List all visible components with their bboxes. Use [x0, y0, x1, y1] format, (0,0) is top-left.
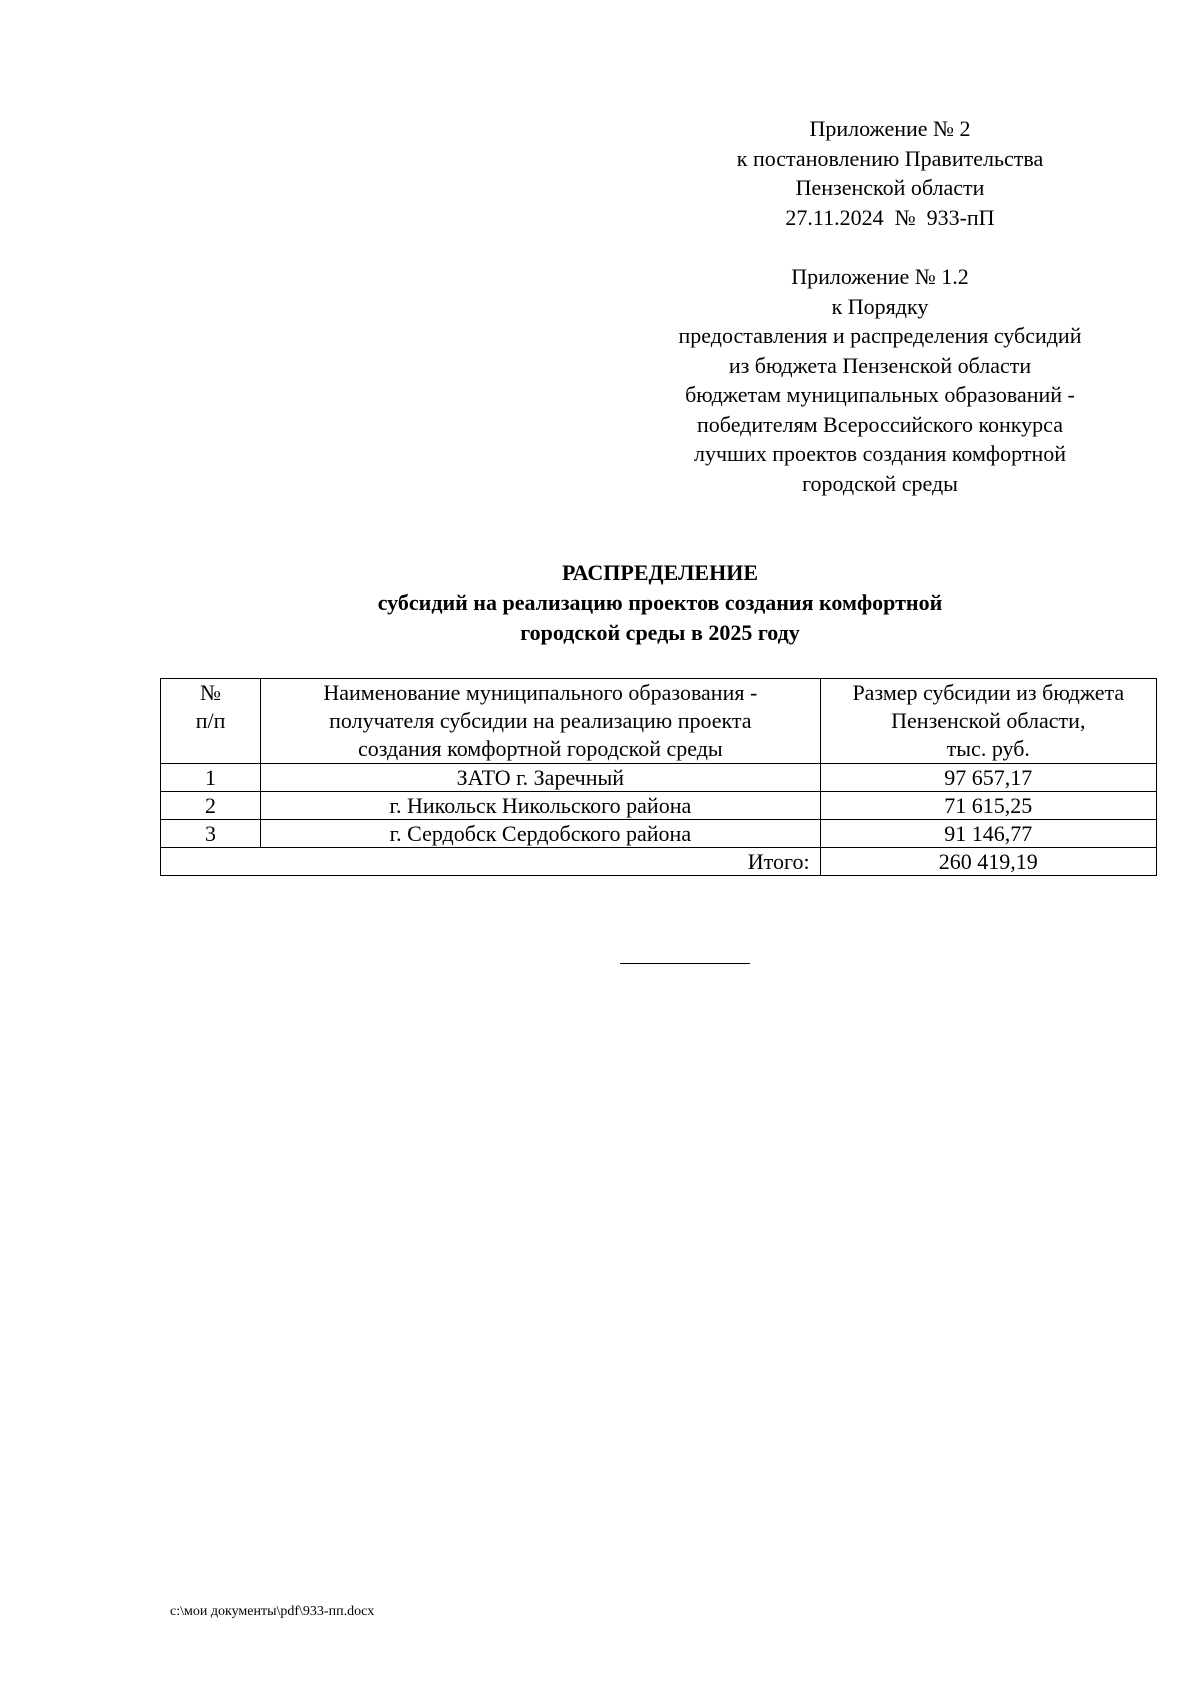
header-num-line: п/п: [195, 708, 226, 733]
header-name: [261, 679, 821, 764]
row-sum: 71 615,25: [820, 792, 1156, 820]
subsidy-distribution-table: [160, 678, 1157, 876]
appendix-order-header: [640, 262, 1120, 498]
header-sum: [820, 679, 1156, 764]
header-name-line: получателя субсидии на реализацию проекта: [329, 708, 752, 733]
row-sum: 91 146,77: [820, 820, 1156, 848]
title-line: городской среды в 2025 году: [520, 620, 800, 645]
table-row: [161, 820, 1157, 848]
row-name: г. Сердобск Сердобского района: [261, 820, 821, 848]
table-total-row: [161, 848, 1157, 876]
document-title: [160, 558, 1160, 648]
appendix-main-line: к постановлению Правительства: [736, 145, 1044, 171]
title-line: субсидий на реализацию проектов создания комфортной: [377, 590, 943, 615]
row-num: 2: [161, 792, 261, 820]
row-num: 3: [161, 820, 261, 848]
header-sum-line: Размер субсидии из бюджета: [852, 680, 1125, 705]
header-sum-line: тыс. руб.: [946, 736, 1030, 761]
appendix-main-header: [660, 114, 1120, 232]
appendix-main-line: Пензенской области: [795, 175, 985, 200]
appendix-order-line: предоставления и распределения субсидий: [678, 323, 1082, 348]
end-divider: [620, 963, 750, 964]
appendix-order-line: из бюджета Пензенской области: [728, 352, 1032, 378]
appendix-order-line: победителям Всероссийского конкурса: [697, 411, 1063, 437]
appendix-order-line: лучших проектов создания комфортной: [693, 441, 1067, 466]
row-name: ЗАТО г. Заречный: [261, 764, 821, 792]
row-name: г. Никольск Никольского района: [261, 792, 821, 820]
appendix-main-date-number: 27.11.2024 № 933-пП: [785, 204, 995, 230]
appendix-order-line: городской среды: [802, 470, 958, 496]
table-row: [161, 764, 1157, 792]
header-sum-line: Пензенской области,: [891, 708, 1086, 733]
table-header-row: [161, 679, 1157, 764]
row-num: 1: [161, 764, 261, 792]
header-name-line: Наименование муниципального образования -: [323, 680, 758, 705]
header-name-line: создания комфортной городской среды: [357, 736, 723, 761]
appendix-order-line: к Порядку: [831, 293, 929, 319]
total-label: Итого:: [161, 848, 821, 876]
table-row: [161, 792, 1157, 820]
appendix-main-line: Приложение № 2: [809, 116, 971, 141]
total-sum: 260 419,19: [820, 848, 1156, 876]
title-line: РАСПРЕДЕЛЕНИЕ: [561, 560, 758, 585]
header-num: [161, 679, 261, 764]
appendix-order-line: Приложение № 1.2: [791, 264, 969, 289]
file-path-footer: c:\мои документы\pdf\933-пп.docx: [170, 1604, 375, 1619]
appendix-order-line: бюджетам муниципальных образований -: [685, 382, 1075, 407]
header-num-line: №: [200, 680, 222, 705]
row-sum: 97 657,17: [820, 764, 1156, 792]
